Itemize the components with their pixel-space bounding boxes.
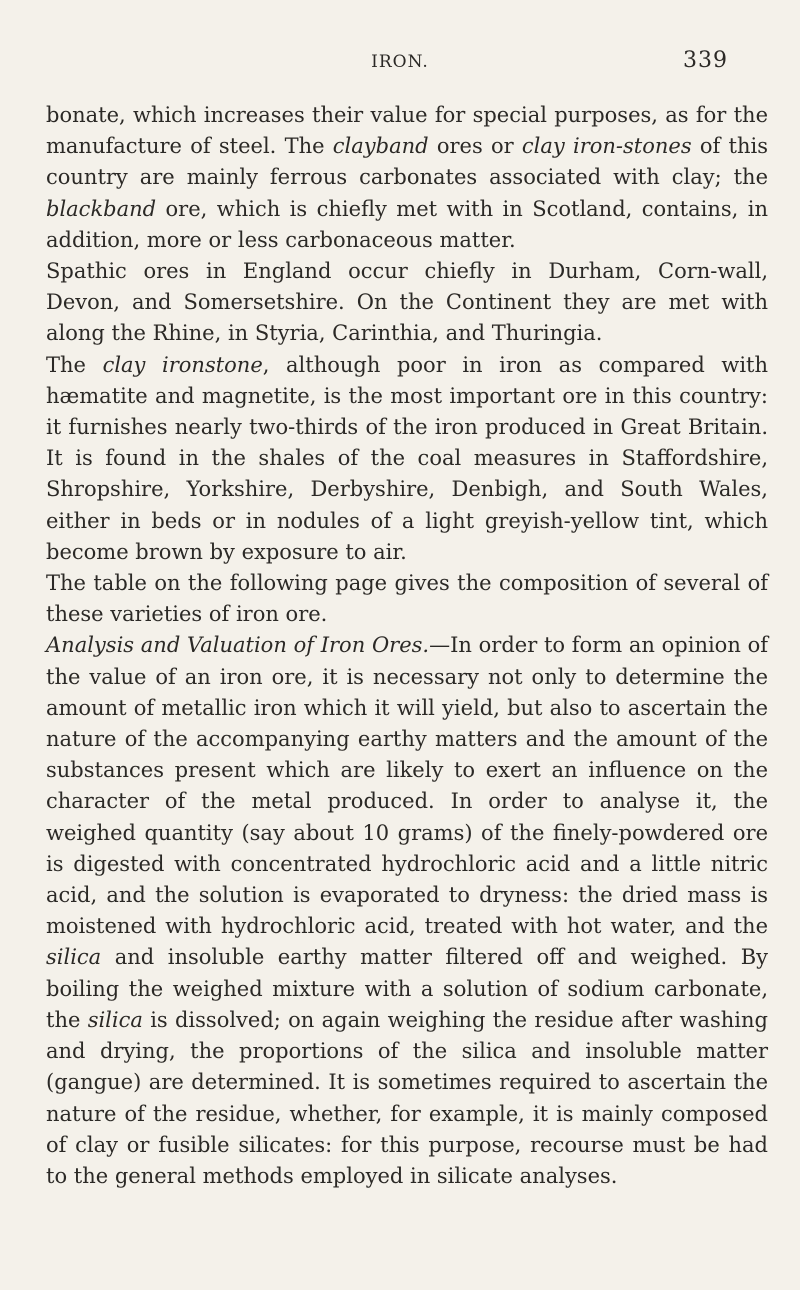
text-run: ores or (428, 134, 522, 159)
body-text (46, 100, 768, 1192)
text-run: is dissolved; on again weighing the residue after washing and drying, the proportions of the silica and insoluble matter (gangue) are determined. It is sometimes required to ascertain the nature of the residue, whether, for example, it is mainly composed of clay or fusible silicates: for this purpose, recourse must be had to the general methods employed in silicate analyses. (46, 1007, 768, 1188)
paragraph-spathic-ores (46, 256, 768, 350)
text-run: The (46, 352, 103, 377)
text-run: —In order to form an opinion of the value of an iron ore, it is necessary not only to determine the amount of metallic iron which it will yield, but also to ascertain the nature of the accompanying earthy matters and the amount of the substances present which are likely to exert an influence on the character of the metal produced. In order to analyse it, the weighed quantity (say about 10 grams) of the finely-powdered ore is digested with concentrated hydrochloric acid and a little nitric acid, and the solution is evaporated to dryness: the dried mass is moistened with hydrochloric acid, treated with hot water, and the (46, 633, 768, 939)
paragraph-table-reference (46, 568, 768, 630)
italic-term: clayband (332, 134, 429, 159)
italic-term: clay ironstone (102, 352, 263, 377)
italic-term: silica (46, 945, 102, 970)
text-run: , although poor in iron as compared with hæmatite and magnetite, is the most important ore in this country: it furnishes nearly two-thirds of the iron produced in Great Britain. It is found in the shales of the coal measures in Staffordshire, Shropshire, Yorkshire, Derbyshire, Denbigh, and South Wales, either in beds or in nodules of a light greyish-yellow tint, which become brown by exposure to air. (46, 352, 769, 564)
page-number: 339 (683, 48, 728, 73)
running-title: IRON. (371, 52, 429, 72)
paragraph-clay-ironstone (46, 350, 768, 568)
text-run: bonate, which increases their value for special purposes, as for the manufacture of steel. The (46, 103, 768, 159)
italic-term: clay iron-stones (521, 134, 692, 159)
text-run: Spathic ores in England occur chiefly in Durham, Corn-wall, Devon, and Somersetshire. On the Continent they are met with along the Rhine, in Styria, Carinthia, and Thuringia. (46, 259, 768, 346)
text-run: and insoluble earthy matter filtered off and weighed. By boiling the weighed mixture with a solution of sodium carbonate, the (46, 945, 768, 1032)
paragraph-continuation (46, 100, 768, 256)
running-head (0, 48, 800, 82)
italic-term: silica (87, 1007, 143, 1032)
italic-term: blackband (46, 196, 157, 221)
text-run: ore, which is chiefly met with in Scotland, contains, in addition, more or less carbonaceous matter. (46, 196, 768, 252)
paragraph-analysis-valuation (46, 630, 768, 1192)
text-run: The table on the following page gives the composition of several of these varieties of iron ore. (46, 571, 768, 627)
italic-term: Analysis and Valuation of Iron Ores. (46, 633, 430, 658)
text-run: of this country are mainly ferrous carbonates associated with clay; the (46, 134, 768, 190)
